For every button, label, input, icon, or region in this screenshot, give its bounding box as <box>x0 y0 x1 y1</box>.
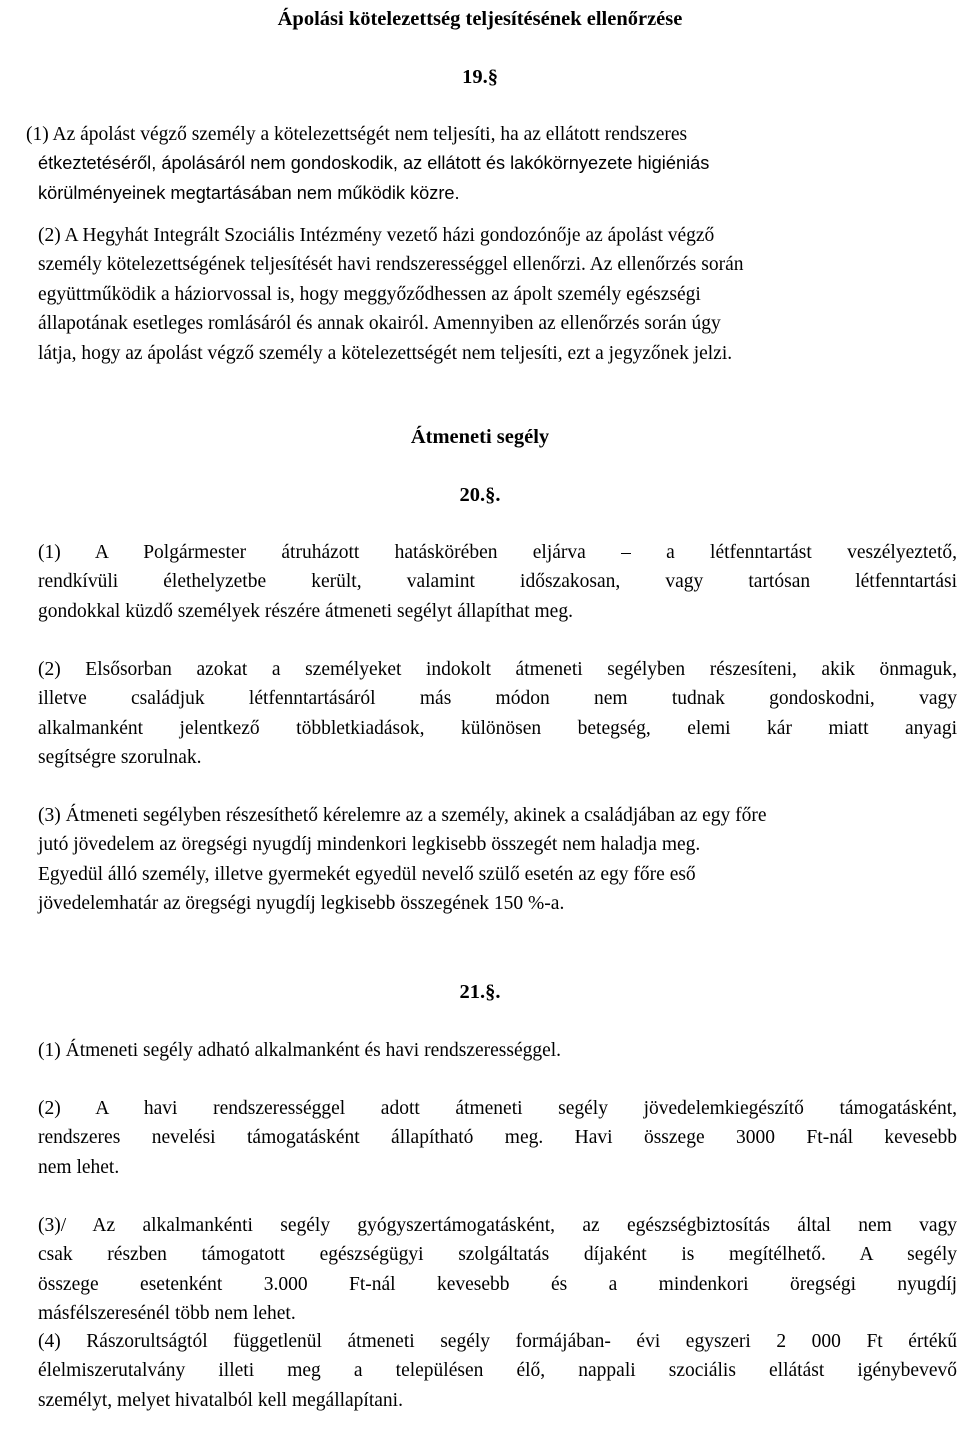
text-line: (2) Elsősorban azokat a személyeket indokolt átmeneti segélyben részesíteni, akik önmaguk, <box>38 659 957 680</box>
text-line: rendkívüli élethelyzetbe került, valamint időszakosan, vagy tartósan létfenntartási <box>38 571 957 593</box>
text-line: összege esetenként 3.000 Ft-nál kevesebb és a mindenkori öregségi nyugdíj <box>38 1273 957 1295</box>
text-line: étkeztetéséről, ápolásáról nem gondoskodik, az ellátott és lakókörnyezete higiéniás <box>38 153 710 174</box>
section-heading-atmeneti-segely: Átmeneti segély <box>410 426 550 448</box>
text-line: jövedelemhatár az öregségi nyugdíj legkisebb összegének 150 %-a. <box>38 893 565 915</box>
section-number-20: 20.§. <box>459 484 501 506</box>
text-line: rendszeres nevelési támogatásként állapítható meg. Havi összege 3000 Ft-nál kevesebb <box>38 1127 957 1149</box>
sec21-paragraph-1 <box>38 1036 957 1065</box>
sec20-paragraph-2 <box>38 655 957 773</box>
text-line: körülményeinek megtartásában nem működik közre. <box>38 182 460 203</box>
text-line: (3)/ Az alkalmankénti segély gyógyszertámogatásként, az egészségbiztosítás által nem vagy <box>38 1215 957 1236</box>
text-line: együttműködik a háziorvossal is, hogy meggyőződhessen az ápolt személy egészségi <box>38 283 701 305</box>
text-line: (4) Rászorultságtól függetlenül átmeneti segély formájában- évi egyszeri 2 000 Ft értékű <box>38 1331 957 1352</box>
text-line: másfélszeresénél több nem lehet. <box>38 1303 296 1325</box>
sec21-paragraph-2 <box>38 1094 957 1182</box>
text-line: (2) A havi rendszerességgel adott átmeneti segély jövedelemkiegészítő támogatásként, <box>38 1098 957 1119</box>
section-number-21: 21.§. <box>459 981 501 1003</box>
sec19-paragraph-2 <box>38 221 957 368</box>
sec20-paragraph-3 <box>38 801 957 919</box>
sec19-paragraph-1 <box>26 120 931 208</box>
text-line: csak részben támogatott egészségügyi szolgáltatás díjaként is megítélhető. A segély <box>38 1244 957 1266</box>
section-number-19: 19.§ <box>462 66 498 88</box>
sec21-paragraph-3 <box>38 1211 957 1329</box>
text-line: (1) Átmeneti segély adható alkalmanként és havi rendszerességgel. <box>38 1040 562 1061</box>
text-line: (1) A Polgármester átruházott hatáskörében eljárva – a létfenntartást veszélyeztető, <box>38 542 957 563</box>
text-line: segítségre szorulnak. <box>38 747 202 769</box>
text-line: jutó jövedelem az öregségi nyugdíj mindenkori legkisebb összegét nem haladja meg. <box>38 834 701 856</box>
text-line: személyt, melyet hivatalból kell megállapítani. <box>38 1389 403 1411</box>
text-line: alkalmanként jelentkező többletkiadások, különösen betegség, elemi kár miatt anyagi <box>38 717 957 739</box>
sec21-paragraph-4 <box>38 1327 957 1415</box>
text-line: élelmiszerutalvány illeti meg a településen élő, nappali szociális ellátást igénybevevő <box>38 1360 957 1382</box>
text-line: (2) A Hegyhát Integrált Szociális Intézmény vezető házi gondozónője az ápolást végző <box>38 225 715 246</box>
text-line: (3) Átmeneti segélyben részesíthető kérelemre az a személy, akinek a családjában az egy főre <box>38 805 767 826</box>
page-title: Ápolási kötelezettség teljesítésének ellenőrzése <box>277 8 683 30</box>
text-line: Egyedül álló személy, illetve gyermekét egyedül nevelő szülő esetén az egy főre eső <box>38 863 696 885</box>
sec20-paragraph-1 <box>38 538 957 626</box>
text-line: látja, hogy az ápolást végző személy a kötelezettségét nem teljesíti, ezt a jegyzőnek jelzi. <box>38 342 733 364</box>
text-line: nem lehet. <box>38 1156 120 1178</box>
text-line: állapotának esetleges romlásáról és annak okairól. Amennyiben az ellenőrzés során úgy <box>38 313 721 335</box>
text-line: illetve családjuk létfenntartásáról más módon nem tudnak gondoskodni, vagy <box>38 688 957 710</box>
text-line: személy kötelezettségének teljesítését havi rendszerességgel ellenőrzi. Az ellenőrzés során <box>38 254 744 276</box>
text-line: (1) Az ápolást végző személy a kötelezettségét nem teljesíti, ha az ellátott rendszeres <box>26 124 688 145</box>
text-line: gondokkal küzdő személyek részére átmeneti segélyt állapíthat meg. <box>38 600 573 622</box>
